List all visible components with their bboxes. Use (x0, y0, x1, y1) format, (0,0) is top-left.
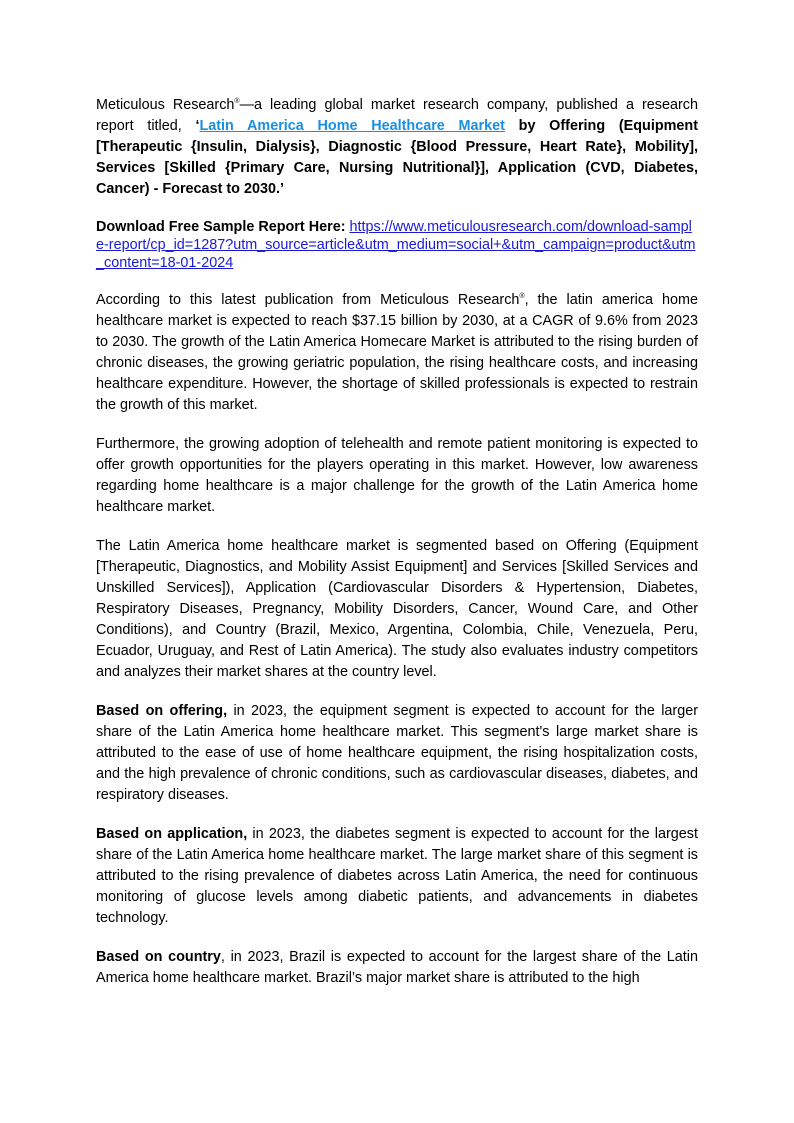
forecast-paragraph (96, 290, 698, 416)
download-label: Download Free Sample Report Here: (96, 219, 346, 235)
offering-label: Based on offering, (96, 703, 228, 719)
application-label: Based on application, (96, 826, 248, 842)
segments-paragraph: The Latin America home healthcare market is segmented based on Offering (Equipment [Therapeutic, Diagnostics, and Mobility Assist Equipment] and Services [Skilled Services and Unskilled Services]), Application (Cardiovascular Disorders & Hypertension, Diabetes, Respiratory Diseases, Pregnancy, Mobility Disorders, Cancer, Wound Care, and Other Conditions), and Country (Brazil, Mexico, Argentina, Colombia, Chile, Venezuela, Peru, Ecuador, Uruguay, and Rest of Latin America). The study also evaluates industry competitors and analyzes their market shares at the country level. (96, 538, 698, 680)
application-paragraph (96, 824, 698, 929)
registered-mark: ® (519, 293, 525, 301)
company-name: Meticulous Research (96, 97, 235, 113)
download-sample-link[interactable]: https://www.meticulousresearch.com/download-sample-report/cp_id=1287?utm_source=article&utm_medium=social+&utm_campaign=product&utm_content=18-01-2024 (96, 219, 696, 271)
intro-lead-text: —a leading global market research company, published a research report titled, (96, 97, 699, 134)
application-text: in 2023, the diabetes segment is expected to account for the largest share of the Latin America home healthcare market. The large market share of this segment is attributed to the rising prevalence of diabetes across Latin America, the need for continuous monitoring of glucose levels among diabetic patients, and advancements in diabetes technology. (96, 826, 698, 926)
country-text: , in 2023, Brazil is expected to account for the largest share of the Latin America home healthcare market. Brazil’s major market share is attributed to the high (96, 949, 698, 986)
download-paragraph (96, 218, 698, 272)
quote-open: ‘ (195, 118, 200, 134)
document-page (96, 95, 698, 1007)
registered-mark: ® (234, 98, 240, 106)
intro-paragraph (96, 95, 698, 200)
report-title-link[interactable]: Latin America Home Healthcare Market (199, 118, 505, 134)
country-label: Based on country (96, 949, 221, 965)
offering-paragraph (96, 701, 698, 806)
opportunity-paragraph: Furthermore, the growing adoption of telehealth and remote patient monitoring is expected to offer growth opportunities for the players operating in this market. However, low awareness regarding home healthcare is a major challenge for the growth of the Latin America home healthcare market. (96, 436, 698, 515)
forecast-start: According to this latest publication from Meticulous Research (96, 292, 520, 308)
forecast-rest: , the latin america home healthcare market is expected to reach $37.15 billion by 2030, at a CAGR of 9.6% from 2023 to 2030. The growth of the Latin America Homecare Market is attributed to the rising burden of chronic diseases, the growing geriatric population, the rising healthcare costs, and increasing healthcare expenditure. However, the shortage of skilled professionals is expected to restrain the growth of this market. (96, 292, 698, 413)
offering-text: in 2023, the equipment segment is expected to account for the larger share of the Latin America home healthcare market. This segment's large market share is attributed to the ease of use of home healthcare equipment, the rising hospitalization costs, and the high prevalence of chronic conditions, such as cardiovascular diseases, diabetes, and respiratory diseases. (96, 703, 699, 803)
country-paragraph (96, 947, 698, 989)
report-title-rest: by Offering (Equipment [Therapeutic {Insulin, Dialysis}, Diagnostic {Blood Pressure, Heart Rate}, Mobility], Services [Skilled {Primary Care, Nursing Nutritional}], Application (CVD, Diabetes, Cancer) - Forecast to 2030.’ (96, 118, 698, 197)
